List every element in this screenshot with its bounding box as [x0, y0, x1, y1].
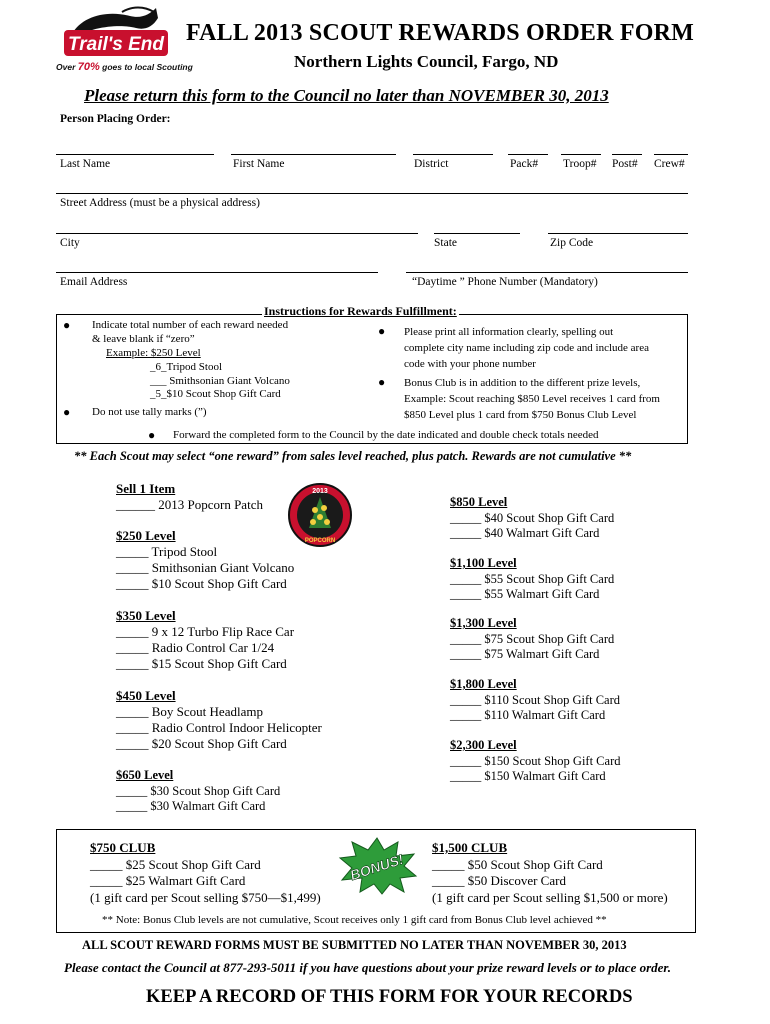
- email-address-field[interactable]: [56, 272, 378, 273]
- city-label: City: [60, 237, 80, 249]
- logo-tagline-post: goes to local Scouting: [99, 62, 193, 72]
- level-title: $1,100 Level: [450, 556, 517, 570]
- level-title: $250 Level: [116, 528, 176, 543]
- council-name: Northern Lights Council, Fargo, ND: [294, 52, 559, 71]
- district-label: District: [414, 158, 449, 170]
- logo-tagline-pre: Over: [56, 62, 78, 72]
- state-field[interactable]: [434, 233, 520, 234]
- bonus-starburst: [336, 836, 418, 896]
- district-field[interactable]: [413, 154, 493, 155]
- patch-text: POPCORN: [304, 538, 336, 544]
- level-1300: [450, 616, 614, 663]
- contact-council: Please contact the Council at 877-293-5011 if you have questions about your prize reward levels or to place order.: [64, 960, 672, 975]
- instructions-title: Instructions for Rewards Fulfillment:: [264, 304, 457, 318]
- instruction-forward-form: Forward the completed form to the Council by the date indicated and double check totals needed: [173, 429, 599, 441]
- reward-item[interactable]: _____ $25 Walmart Gift Card: [90, 873, 246, 888]
- first-name-label: First Name: [233, 158, 285, 170]
- reward-item[interactable]: _____ Radio Control Car 1/24: [116, 640, 275, 655]
- phone-number-field[interactable]: [406, 272, 688, 273]
- reward-item[interactable]: _____ $55 Walmart Gift Card: [450, 587, 600, 601]
- instruction-indicate-total: Indicate total number of each reward needed: [92, 319, 289, 331]
- reward-item[interactable]: _____ $40 Walmart Gift Card: [450, 526, 600, 540]
- reward-item[interactable]: _____ $10 Scout Shop Gift Card: [116, 576, 287, 591]
- reward-item[interactable]: _____ 9 x 12 Turbo Flip Race Car: [116, 624, 295, 639]
- bullet-icon: ●: [63, 318, 71, 332]
- level-350: [116, 608, 294, 672]
- instruction-bonus-club-1: Bonus Club is in addition to the different prize levels,: [404, 377, 641, 389]
- bonus-label: BONUS!: [347, 850, 406, 884]
- bullet-icon: ●: [148, 428, 156, 442]
- level-1800: [450, 677, 620, 724]
- instruction-print-clearly-1: Please print all information clearly, spelling out: [404, 326, 614, 338]
- level-title: Sell 1 Item: [116, 481, 176, 496]
- post-label: Post#: [612, 158, 638, 170]
- level-title: $350 Level: [116, 608, 176, 623]
- troop-field[interactable]: [561, 154, 601, 155]
- reward-item[interactable]: _____ $25 Scout Shop Gift Card: [90, 856, 261, 872]
- zip-code-label: Zip Code: [550, 237, 594, 249]
- instruction-print-clearly-3: code with your phone number: [404, 358, 536, 370]
- popcorn-patch-badge: [287, 482, 353, 548]
- reward-item[interactable]: _____ $20 Scout Shop Gift Card: [116, 736, 287, 751]
- club-750: [90, 840, 321, 906]
- level-250: [116, 528, 294, 592]
- level-sell-1-item: [116, 481, 263, 513]
- post-field[interactable]: [612, 154, 642, 155]
- crew-label: Crew#: [654, 158, 685, 170]
- reward-item[interactable]: _____ $40 Scout Shop Gift Card: [450, 510, 615, 525]
- level-1100: [450, 556, 614, 603]
- reward-item[interactable]: _____ $30 Scout Shop Gift Card: [116, 783, 281, 798]
- reward-item[interactable]: _____ $150 Scout Shop Gift Card: [450, 753, 621, 768]
- reward-item[interactable]: _____ $75 Walmart Gift Card: [450, 647, 600, 661]
- instruction-no-tally: Do not use tally marks (”): [92, 406, 207, 418]
- reward-item[interactable]: _____ Tripod Stool: [116, 544, 218, 559]
- reward-item[interactable]: _____ $15 Scout Shop Gift Card: [116, 656, 287, 671]
- pack-label: Pack#: [510, 158, 539, 170]
- one-reward-note: ** Each Scout may select “one reward” from sales level reached, plus patch. Rewards are not cumulative **: [74, 449, 632, 463]
- example-item-1: _6_Tripod Stool: [150, 361, 223, 373]
- keep-record-note: KEEP A RECORD OF THIS FORM FOR YOUR RECORDS: [146, 987, 633, 1007]
- bullet-icon: ●: [63, 405, 71, 419]
- crew-field[interactable]: [654, 154, 688, 155]
- pack-field[interactable]: [508, 154, 548, 155]
- reward-item[interactable]: _____ Smithsonian Giant Volcano: [116, 560, 295, 575]
- form-title: FALL 2013 SCOUT REWARDS ORDER FORM: [186, 20, 694, 46]
- return-deadline: Please return this form to the Council no later than NOVEMBER 30, 2013: [84, 86, 609, 105]
- bullet-icon: ●: [378, 375, 386, 389]
- club-title: $1,500 CLUB: [432, 840, 508, 855]
- bullet-icon: ●: [378, 324, 386, 338]
- club-title: $750 CLUB: [90, 840, 156, 855]
- email-address-label: Email Address: [60, 276, 128, 288]
- instruction-leave-blank: & leave blank if “zero”: [92, 333, 195, 345]
- trails-end-logo: [52, 6, 193, 78]
- level-title: $1,800 Level: [450, 677, 517, 691]
- level-2300: [450, 738, 620, 785]
- first-name-field[interactable]: [231, 154, 396, 155]
- instruction-print-clearly-2: complete city name including zip code and include area: [404, 342, 649, 354]
- reward-item[interactable]: _____ $55 Scout Shop Gift Card: [450, 571, 615, 586]
- phone-number-label: “Daytime ” Phone Number (Mandatory): [412, 276, 598, 288]
- patch-year: 2013: [312, 488, 328, 495]
- troop-label: Troop#: [563, 158, 597, 170]
- reward-item[interactable]: _____ Boy Scout Headlamp: [116, 704, 263, 719]
- level-title: $450 Level: [116, 688, 176, 703]
- instruction-bonus-club-2: Example: Scout reaching $850 Level receives 1 card from: [404, 393, 660, 405]
- person-placing-order-label: Person Placing Order:: [60, 113, 171, 125]
- level-450: [116, 688, 322, 752]
- level-850: [450, 495, 614, 542]
- level-650: [116, 768, 280, 815]
- submission-deadline: ALL SCOUT REWARD FORMS MUST BE SUBMITTED NO LATER THAN NOVEMBER 30, 2013: [82, 938, 627, 952]
- logo-brand: Trail's End: [67, 34, 165, 55]
- club-1500: [432, 840, 668, 906]
- example-item-3: _5_$10 Scout Shop Gift Card: [150, 388, 281, 400]
- street-address-field[interactable]: [56, 193, 688, 194]
- state-label: State: [434, 237, 457, 249]
- level-title: $1,300 Level: [450, 616, 517, 630]
- city-field[interactable]: [56, 233, 418, 234]
- zip-code-field[interactable]: [548, 233, 688, 234]
- reward-item[interactable]: _____ $50 Discover Card: [432, 873, 566, 888]
- club-condition: (1 gift card per Scout selling $1,500 or more): [432, 889, 668, 905]
- club-condition: (1 gift card per Scout selling $750—$1,499): [90, 889, 321, 905]
- reward-item[interactable]: _____ $110 Scout Shop Gift Card: [450, 692, 621, 707]
- reward-item[interactable]: _____ Radio Control Indoor Helicopter: [116, 720, 322, 735]
- street-address-label: Street Address (must be a physical address): [60, 197, 260, 209]
- reward-item[interactable]: _____ $110 Walmart Gift Card: [450, 708, 606, 722]
- example-title: Example: $250 Level: [106, 347, 201, 359]
- level-title: $850 Level: [450, 495, 508, 509]
- reward-item[interactable]: _____ $30 Walmart Gift Card: [116, 799, 266, 813]
- bonus-club-note: ** Note: Bonus Club levels are not cumulative, Scout receives only 1 gift card from Bonus Club level achieved **: [102, 914, 607, 926]
- reward-item[interactable]: _____ $75 Scout Shop Gift Card: [450, 631, 615, 646]
- reward-item[interactable]: _____ $150 Walmart Gift Card: [450, 769, 606, 783]
- reward-item[interactable]: ______ 2013 Popcorn Patch: [116, 497, 263, 512]
- example-item-2: ___ Smithsonian Giant Volcano: [150, 375, 290, 387]
- last-name-field[interactable]: [56, 154, 214, 155]
- level-title: $2,300 Level: [450, 738, 517, 752]
- instruction-bonus-club-3: $850 Level plus 1 card from $750 Bonus Club Level: [404, 409, 637, 421]
- last-name-label: Last Name: [60, 158, 111, 170]
- svg-text:Over 70% goes to local Scoutin: [56, 61, 194, 73]
- reward-item[interactable]: _____ $50 Scout Shop Gift Card: [432, 856, 603, 872]
- level-title: $650 Level: [116, 768, 174, 782]
- logo-tagline-pct: 70%: [77, 61, 100, 73]
